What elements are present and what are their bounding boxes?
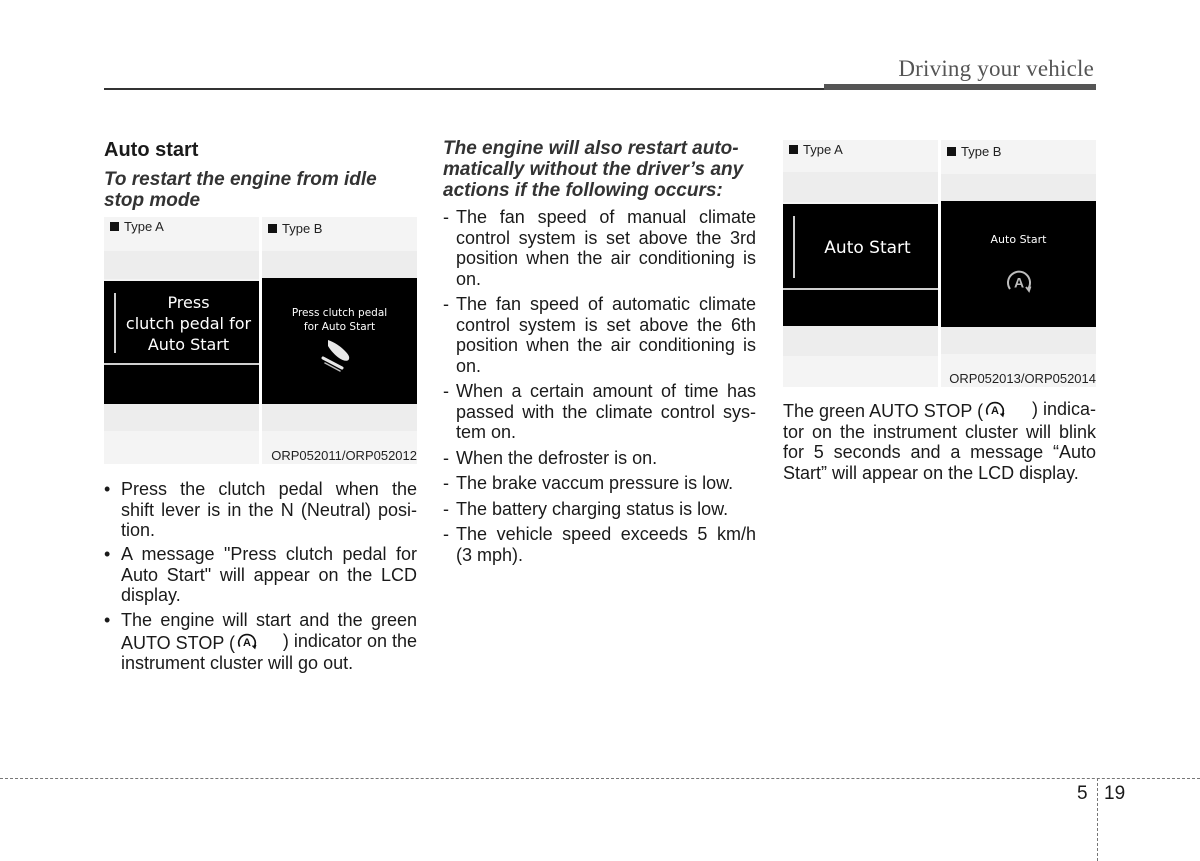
svg-text:A: A (991, 405, 1000, 418)
condition-item: - The vehicle speed exceeds 5 km/h (3 mph). (443, 524, 756, 565)
figure-1-type-b-panel (262, 217, 417, 464)
col2-condition-list (443, 207, 756, 570)
bullet-marker: • (104, 610, 111, 630)
bullet-marker: • (104, 544, 111, 564)
panel-band (104, 403, 259, 431)
panel-band (104, 251, 259, 279)
page-number: 19 (1104, 783, 1126, 804)
svg-text:A: A (1013, 274, 1025, 291)
bullet-item-3: The engine will start and the green AUTO STOP ( A ) indicator on the instrument cluster will go out. (121, 610, 417, 673)
figure-1-caption: ORP052011/ORP052012 (271, 448, 417, 463)
lcd-message-type-a: Auto Start (824, 238, 911, 258)
lcd-screen-type-a (104, 281, 259, 404)
section-heading: Auto start (104, 139, 199, 161)
screen-bar (114, 293, 116, 353)
bullet-marker: • (104, 479, 111, 499)
type-a-label: Type A (789, 142, 843, 157)
panel-band (783, 326, 938, 356)
lcd-screen-type-a (783, 204, 938, 326)
condition-item: - When the defroster is on. (443, 447, 658, 468)
auto-stop-a-icon (236, 631, 258, 653)
panel-band (783, 172, 938, 202)
bullet-item-2: A message "Press clutch pedal for Auto Start" will appear on the LCD display. (121, 544, 417, 605)
condition-item: - The fan speed of manual climate control system is set above the 3rd position when the air conditioning is on. (443, 207, 756, 289)
lcd-message-type-a: Press clutch pedal for Auto Start (125, 293, 252, 354)
screen-divider (104, 363, 259, 365)
screen-divider (783, 288, 938, 290)
col2-heading: The engine will also restart auto- matically without the driver’s any actions if the following occurs: (443, 138, 744, 201)
sub-heading: To restart the engine from idle stop mode (104, 169, 377, 211)
footer-rule (0, 778, 1200, 779)
type-a-label: Type A (110, 219, 164, 234)
condition-item: - The battery charging status is low. (443, 498, 729, 519)
panel-band (262, 403, 417, 431)
figure-2-caption: ORP052013/ORP052014 (949, 371, 1096, 386)
running-header: Driving your vehicle (898, 56, 1094, 81)
panel-band (941, 174, 1096, 202)
condition-item: - The fan speed of automatic climate control system is set above the 6th position when the air conditioning is on. (443, 294, 756, 376)
bullet-item-1: Press the clutch pedal when the shift lever is in the N (Neutral) posi- tion. (121, 479, 417, 540)
screen-bar (793, 216, 795, 278)
lcd-screen-type-b (941, 201, 1096, 327)
header-rule-accent (824, 84, 1096, 90)
lcd-message-type-b: Auto Start (990, 233, 1047, 246)
chapter-number: 5 (1077, 783, 1088, 804)
auto-stop-a-icon (984, 399, 1006, 421)
footer-divider (1097, 778, 1098, 861)
figure-2-type-b-panel (941, 140, 1096, 387)
header-rule (104, 88, 824, 90)
figure-1-type-a-panel (104, 217, 259, 464)
condition-item: - When a certain amount of time has passed with the climate control sys- tem on. (443, 381, 756, 442)
foot-pedal-icon (320, 336, 358, 372)
panel-band (262, 251, 417, 279)
col3-paragraph: The green AUTO STOP ( A ) indica- tor on the instrument cluster will blink for 5 seconds and a message “Auto Start” will appear on the LCD display. (783, 399, 1096, 483)
type-b-label: Type B (268, 221, 322, 236)
lcd-message-type-b: Press clutch pedal for Auto Start (291, 307, 388, 333)
condition-item: - The brake vaccum pressure is low. (443, 473, 734, 493)
type-b-label: Type B (947, 144, 1001, 159)
lcd-screen-type-b (262, 278, 417, 404)
figure-2-type-a-panel (783, 140, 938, 387)
auto-stop-a-icon (1004, 267, 1034, 297)
panel-band (941, 326, 1096, 354)
svg-text:A: A (243, 636, 252, 649)
